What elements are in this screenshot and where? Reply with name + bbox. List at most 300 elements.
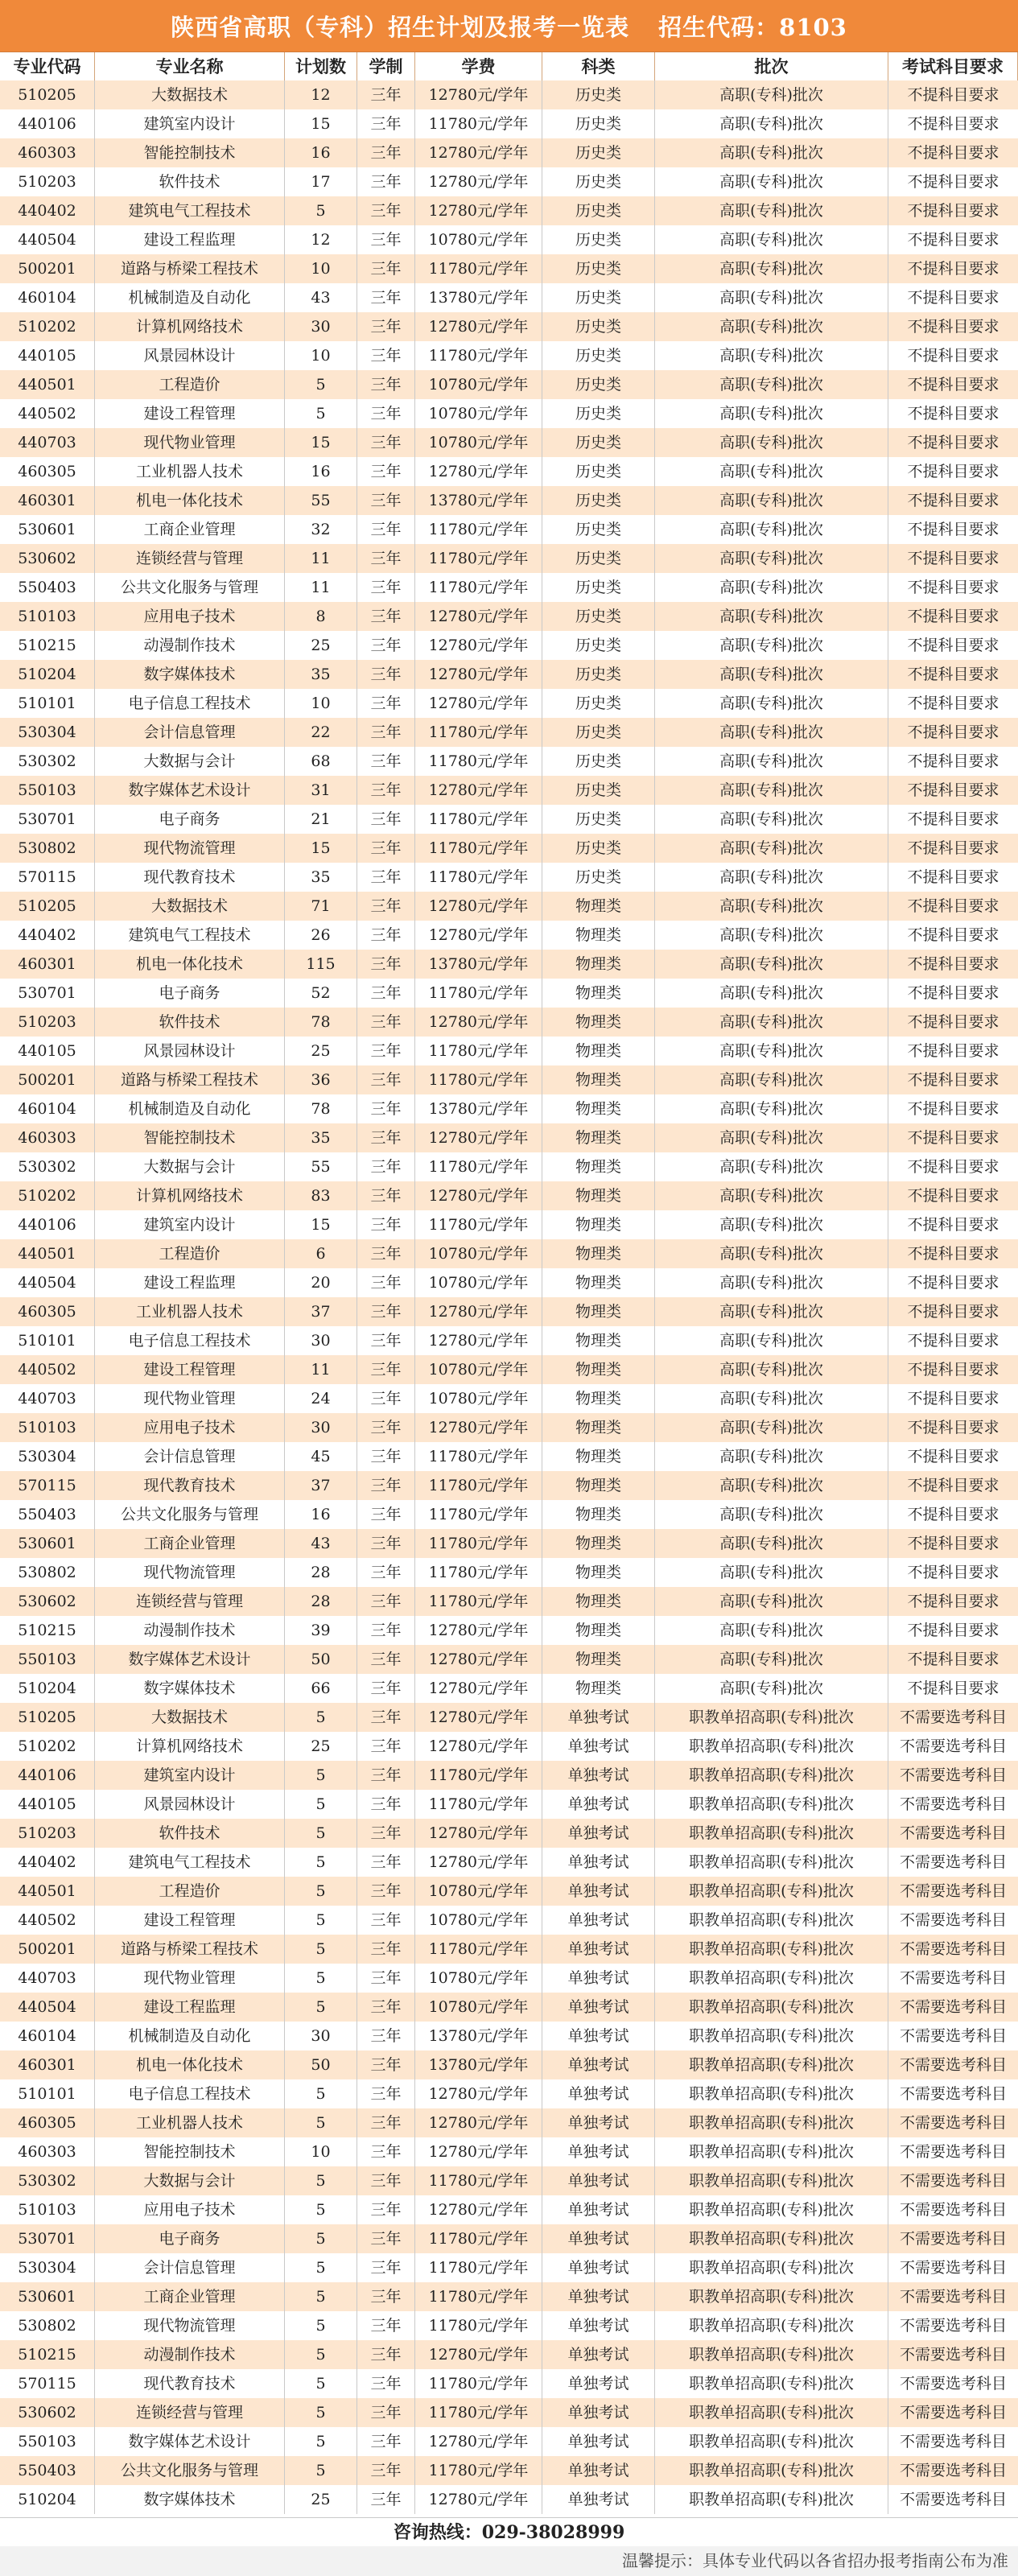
cell-subject-requirement: 不需要选考科目 xyxy=(899,1998,1007,2016)
cell-plan-count: 37 xyxy=(285,1471,357,1500)
cell-duration: 三年 xyxy=(357,1993,415,2022)
cell-duration: 三年 xyxy=(357,2485,415,2514)
cell-major-code: 460104 xyxy=(0,1094,95,1123)
cell-tuition: 12780元/学年 xyxy=(415,1413,542,1442)
cell-subject-requirement: 不需要选考科目 xyxy=(899,2114,1007,2132)
cell-subject-requirement: 不提科目要求 xyxy=(907,1622,999,1639)
cell-major-code: 460104 xyxy=(0,283,95,312)
footer-note: 温馨提示：具体专业代码以各省招办报考指南公布为准 xyxy=(0,2546,1018,2576)
cell-subject-requirement: 不提科目要求 xyxy=(907,781,999,799)
cell-category: 物理类 xyxy=(542,979,655,1008)
cell-tuition: 11780元/学年 xyxy=(415,1558,542,1587)
cell-subject-requirement: 不需要选考科目 xyxy=(899,2433,1007,2450)
cell-category: 历史类 xyxy=(542,312,655,341)
cell-tuition: 11780元/学年 xyxy=(415,254,542,283)
cell-major-code: 510204 xyxy=(0,1674,95,1703)
cell-major-code: 550103 xyxy=(0,1645,95,1674)
cell-major-code: 510203 xyxy=(0,1819,95,1848)
cell-plan-count: 55 xyxy=(285,486,357,515)
cell-batch: 职教单招高职(专科)批次 xyxy=(655,2224,888,2253)
cell-batch: 高职(专科)批次 xyxy=(655,1645,888,1674)
cell-plan-count: 5 xyxy=(285,2195,357,2224)
cell-major-code: 530802 xyxy=(0,2311,95,2340)
cell-subject-requirement: 不提科目要求 xyxy=(907,1651,999,1668)
cell-plan-count: 5 xyxy=(285,2224,357,2253)
cell-category: 单独考试 xyxy=(542,2050,655,2079)
cell-batch: 高职(专科)批次 xyxy=(655,1239,888,1268)
cell-plan-count: 10 xyxy=(285,341,357,370)
table-row xyxy=(0,2485,1018,2514)
cell-tuition: 10780元/学年 xyxy=(415,370,542,399)
cell-subject-requirement: 不提科目要求 xyxy=(907,86,999,104)
table-row xyxy=(0,544,1018,573)
cell-category: 单独考试 xyxy=(542,2282,655,2311)
cell-major-code: 530602 xyxy=(0,544,95,573)
cell-category: 物理类 xyxy=(542,1037,655,1065)
cell-duration: 三年 xyxy=(357,1037,415,1065)
cell-duration: 三年 xyxy=(357,573,415,602)
cell-category: 单独考试 xyxy=(542,2224,655,2253)
cell-tuition: 11780元/学年 xyxy=(415,747,542,776)
cell-plan-count: 15 xyxy=(285,109,357,138)
cell-major-code: 440402 xyxy=(0,921,95,950)
table-body xyxy=(0,80,1018,2514)
cell-major-name: 数字媒体艺术设计 xyxy=(95,776,285,805)
cell-major-name: 软件技术 xyxy=(95,1008,285,1037)
cell-subject-requirement: 不需要选考科目 xyxy=(899,2085,1007,2103)
cell-major-code: 460303 xyxy=(0,138,95,167)
cell-duration: 三年 xyxy=(357,283,415,312)
cell-subject-requirement: 不提科目要求 xyxy=(907,839,999,857)
table-row xyxy=(0,254,1018,283)
cell-major-code: 440504 xyxy=(0,225,95,254)
table-row xyxy=(0,1413,1018,1442)
table-row xyxy=(0,2224,1018,2253)
cell-tuition: 11780元/学年 xyxy=(415,2253,542,2282)
cell-major-name: 工程造价 xyxy=(95,1239,285,1268)
cell-batch: 高职(专科)批次 xyxy=(655,428,888,457)
cell-tuition: 12780元/学年 xyxy=(415,602,542,631)
cell-major-name: 机械制造及自动化 xyxy=(95,2022,285,2050)
cell-duration: 三年 xyxy=(357,718,415,747)
cell-duration: 三年 xyxy=(357,921,415,950)
cell-tuition: 12780元/学年 xyxy=(415,2485,542,2514)
cell-plan-count: 35 xyxy=(285,1123,357,1152)
cell-tuition: 10780元/学年 xyxy=(415,1239,542,1268)
cell-category: 物理类 xyxy=(542,921,655,950)
table-row xyxy=(0,2253,1018,2282)
cell-subject-requirement: 不需要选考科目 xyxy=(899,2230,1007,2248)
cell-major-code: 440501 xyxy=(0,1239,95,1268)
cell-batch: 职教单招高职(专科)批次 xyxy=(655,2282,888,2311)
cell-plan-count: 55 xyxy=(285,1152,357,1181)
header-major-code: 专业代码 xyxy=(0,52,95,81)
cell-batch: 高职(专科)批次 xyxy=(655,631,888,660)
cell-tuition: 10780元/学年 xyxy=(415,1355,542,1384)
cell-major-name: 工程造价 xyxy=(95,1877,285,1906)
table-row xyxy=(0,1037,1018,1065)
cell-duration: 三年 xyxy=(357,1558,415,1587)
cell-plan-count: 15 xyxy=(285,428,357,457)
cell-tuition: 10780元/学年 xyxy=(415,225,542,254)
cell-category: 历史类 xyxy=(542,167,655,196)
cell-major-code: 530701 xyxy=(0,979,95,1008)
cell-tuition: 12780元/学年 xyxy=(415,1008,542,1037)
cell-batch: 高职(专科)批次 xyxy=(655,1500,888,1529)
cell-subject-requirement: 不需要选考科目 xyxy=(899,2027,1007,2045)
cell-batch: 高职(专科)批次 xyxy=(655,1674,888,1703)
cell-plan-count: 17 xyxy=(285,167,357,196)
cell-subject-requirement: 不需要选考科目 xyxy=(899,2346,1007,2364)
enrollment-code: 招生代码：8103 xyxy=(658,13,847,41)
cell-plan-count: 66 xyxy=(285,1674,357,1703)
cell-major-code: 570115 xyxy=(0,863,95,892)
cell-batch: 高职(专科)批次 xyxy=(655,457,888,486)
cell-major-code: 460104 xyxy=(0,2022,95,2050)
cell-major-name: 大数据与会计 xyxy=(95,1152,285,1181)
cell-category: 单独考试 xyxy=(542,1993,655,2022)
cell-major-code: 530601 xyxy=(0,515,95,544)
cell-batch: 高职(专科)批次 xyxy=(655,1355,888,1384)
table-row xyxy=(0,1790,1018,1819)
cell-plan-count: 39 xyxy=(285,1616,357,1645)
cell-major-name: 建筑室内设计 xyxy=(95,1210,285,1239)
cell-tuition: 12780元/学年 xyxy=(415,1732,542,1761)
cell-plan-count: 35 xyxy=(285,660,357,689)
cell-major-code: 460305 xyxy=(0,2108,95,2137)
cell-subject-requirement: 不需要选考科目 xyxy=(899,1766,1007,1784)
cell-tuition: 12780元/学年 xyxy=(415,167,542,196)
cell-tuition: 12780元/学年 xyxy=(415,1326,542,1355)
cell-major-name: 建设工程管理 xyxy=(95,1906,285,1935)
cell-plan-count: 68 xyxy=(285,747,357,776)
cell-major-code: 460303 xyxy=(0,2137,95,2166)
cell-category: 历史类 xyxy=(542,834,655,863)
cell-plan-count: 30 xyxy=(285,1413,357,1442)
table-row xyxy=(0,1993,1018,2022)
table-row xyxy=(0,689,1018,718)
cell-plan-count: 22 xyxy=(285,718,357,747)
cell-plan-count: 12 xyxy=(285,225,357,254)
cell-tuition: 11780元/学年 xyxy=(415,1065,542,1094)
cell-plan-count: 83 xyxy=(285,1181,357,1210)
cell-plan-count: 5 xyxy=(285,2079,357,2108)
cell-plan-count: 5 xyxy=(285,1761,357,1790)
cell-major-name: 工商企业管理 xyxy=(95,2282,285,2311)
cell-category: 单独考试 xyxy=(542,2022,655,2050)
cell-duration: 三年 xyxy=(357,341,415,370)
cell-subject-requirement: 不需要选考科目 xyxy=(899,2056,1007,2074)
cell-major-name: 数字媒体艺术设计 xyxy=(95,1645,285,1674)
cell-batch: 高职(专科)批次 xyxy=(655,1326,888,1355)
cell-tuition: 11780元/学年 xyxy=(415,718,542,747)
cell-duration: 三年 xyxy=(357,1239,415,1268)
cell-major-name: 数字媒体技术 xyxy=(95,1674,285,1703)
table-row xyxy=(0,2427,1018,2456)
cell-category: 历史类 xyxy=(542,718,655,747)
cell-batch: 职教单招高职(专科)批次 xyxy=(655,1906,888,1935)
cell-duration: 三年 xyxy=(357,1065,415,1094)
cell-plan-count: 5 xyxy=(285,2398,357,2427)
cell-plan-count: 15 xyxy=(285,834,357,863)
cell-subject-requirement: 不提科目要求 xyxy=(907,1419,999,1436)
cell-plan-count: 25 xyxy=(285,2485,357,2514)
cell-category: 单独考试 xyxy=(542,2427,655,2456)
cell-subject-requirement: 不提科目要求 xyxy=(907,1158,999,1176)
cell-batch: 高职(专科)批次 xyxy=(655,689,888,718)
cell-plan-count: 5 xyxy=(285,1819,357,1848)
cell-major-name: 工商企业管理 xyxy=(95,515,285,544)
cell-plan-count: 5 xyxy=(285,1703,357,1732)
cell-major-name: 电子信息工程技术 xyxy=(95,1326,285,1355)
cell-subject-requirement: 不提科目要求 xyxy=(907,405,999,422)
table-row xyxy=(0,1529,1018,1558)
cell-duration: 三年 xyxy=(357,486,415,515)
cell-tuition: 13780元/学年 xyxy=(415,2050,542,2079)
cell-major-name: 电子信息工程技术 xyxy=(95,2079,285,2108)
cell-batch: 职教单招高职(专科)批次 xyxy=(655,2079,888,2108)
cell-tuition: 10780元/学年 xyxy=(415,1384,542,1413)
cell-category: 物理类 xyxy=(542,1442,655,1471)
cell-plan-count: 26 xyxy=(285,921,357,950)
cell-duration: 三年 xyxy=(357,254,415,283)
cell-tuition: 11780元/学年 xyxy=(415,2224,542,2253)
table-row xyxy=(0,399,1018,428)
cell-major-name: 风景园林设计 xyxy=(95,1790,285,1819)
cell-subject-requirement: 不提科目要求 xyxy=(907,1187,999,1205)
cell-category: 物理类 xyxy=(542,1152,655,1181)
cell-plan-count: 50 xyxy=(285,1645,357,1674)
cell-plan-count: 10 xyxy=(285,254,357,283)
cell-category: 物理类 xyxy=(542,1268,655,1297)
table-row xyxy=(0,283,1018,312)
cell-subject-requirement: 不提科目要求 xyxy=(907,289,999,307)
cell-category: 历史类 xyxy=(542,544,655,573)
cell-duration: 三年 xyxy=(357,2108,415,2137)
cell-duration: 三年 xyxy=(357,544,415,573)
cell-major-code: 500201 xyxy=(0,1065,95,1094)
table-row xyxy=(0,2137,1018,2166)
table-row xyxy=(0,1384,1018,1413)
table-row xyxy=(0,515,1018,544)
cell-major-code: 510103 xyxy=(0,602,95,631)
cell-tuition: 10780元/学年 xyxy=(415,1964,542,1993)
cell-category: 历史类 xyxy=(542,515,655,544)
cell-batch: 高职(专科)批次 xyxy=(655,486,888,515)
table-row xyxy=(0,225,1018,254)
cell-major-code: 440106 xyxy=(0,1210,95,1239)
table-row xyxy=(0,747,1018,776)
page-title: 陕西省高职（专科）招生计划及报考一览表 xyxy=(171,13,630,41)
table-row xyxy=(0,1471,1018,1500)
cell-category: 单独考试 xyxy=(542,2398,655,2427)
cell-plan-count: 5 xyxy=(285,370,357,399)
cell-subject-requirement: 不需要选考科目 xyxy=(899,1708,1007,1726)
table-row xyxy=(0,834,1018,863)
cell-tuition: 10780元/学年 xyxy=(415,428,542,457)
table-row xyxy=(0,1239,1018,1268)
table-row xyxy=(0,1008,1018,1037)
cell-tuition: 12780元/学年 xyxy=(415,631,542,660)
cell-major-name: 现代物业管理 xyxy=(95,1384,285,1413)
cell-plan-count: 5 xyxy=(285,1935,357,1964)
cell-duration: 三年 xyxy=(357,950,415,979)
table-row xyxy=(0,2079,1018,2108)
cell-tuition: 13780元/学年 xyxy=(415,486,542,515)
cell-major-name: 现代教育技术 xyxy=(95,1471,285,1500)
table-row xyxy=(0,1732,1018,1761)
cell-subject-requirement: 不需要选考科目 xyxy=(899,1853,1007,1871)
cell-major-code: 440703 xyxy=(0,1964,95,1993)
cell-batch: 职教单招高职(专科)批次 xyxy=(655,1935,888,1964)
cell-tuition: 12780元/学年 xyxy=(415,689,542,718)
cell-batch: 职教单招高职(专科)批次 xyxy=(655,1877,888,1906)
cell-duration: 三年 xyxy=(357,1819,415,1848)
cell-subject-requirement: 不提科目要求 xyxy=(907,1042,999,1060)
cell-major-code: 570115 xyxy=(0,2369,95,2398)
cell-subject-requirement: 不提科目要求 xyxy=(907,521,999,538)
cell-tuition: 10780元/学年 xyxy=(415,1906,542,1935)
cell-batch: 高职(专科)批次 xyxy=(655,1008,888,1037)
cell-duration: 三年 xyxy=(357,196,415,225)
cell-plan-count: 78 xyxy=(285,1094,357,1123)
cell-duration: 三年 xyxy=(357,1181,415,1210)
cell-category: 历史类 xyxy=(542,254,655,283)
table-row xyxy=(0,1616,1018,1645)
cell-batch: 高职(专科)批次 xyxy=(655,1558,888,1587)
cell-plan-count: 25 xyxy=(285,1037,357,1065)
cell-category: 历史类 xyxy=(542,863,655,892)
cell-tuition: 11780元/学年 xyxy=(415,2282,542,2311)
cell-major-name: 道路与桥梁工程技术 xyxy=(95,1065,285,1094)
cell-plan-count: 25 xyxy=(285,631,357,660)
cell-subject-requirement: 不提科目要求 xyxy=(907,1216,999,1234)
cell-tuition: 13780元/学年 xyxy=(415,283,542,312)
cell-tuition: 11780元/学年 xyxy=(415,1935,542,1964)
cell-tuition: 12780元/学年 xyxy=(415,2137,542,2166)
table-row xyxy=(0,1906,1018,1935)
cell-major-code: 530601 xyxy=(0,1529,95,1558)
cell-subject-requirement: 不提科目要求 xyxy=(907,868,999,886)
cell-major-code: 510203 xyxy=(0,1008,95,1037)
cell-subject-requirement: 不需要选考科目 xyxy=(899,2143,1007,2161)
cell-batch: 高职(专科)批次 xyxy=(655,921,888,950)
cell-category: 历史类 xyxy=(542,225,655,254)
cell-major-code: 510101 xyxy=(0,2079,95,2108)
table-row xyxy=(0,892,1018,921)
cell-subject-requirement: 不提科目要求 xyxy=(907,318,999,336)
cell-subject-requirement: 不提科目要求 xyxy=(907,1013,999,1031)
cell-tuition: 12780元/学年 xyxy=(415,1819,542,1848)
cell-major-code: 510103 xyxy=(0,1413,95,1442)
cell-category: 单独考试 xyxy=(542,2485,655,2514)
cell-category: 物理类 xyxy=(542,1616,655,1645)
table-row xyxy=(0,921,1018,950)
cell-category: 物理类 xyxy=(542,1094,655,1123)
cell-batch: 职教单招高职(专科)批次 xyxy=(655,2108,888,2137)
cell-category: 单独考试 xyxy=(542,1790,655,1819)
cell-subject-requirement: 不提科目要求 xyxy=(907,752,999,770)
cell-category: 物理类 xyxy=(542,1181,655,1210)
cell-category: 历史类 xyxy=(542,457,655,486)
cell-plan-count: 5 xyxy=(285,2282,357,2311)
cell-category: 单独考试 xyxy=(542,2166,655,2195)
cell-major-name: 应用电子技术 xyxy=(95,2195,285,2224)
cell-batch: 高职(专科)批次 xyxy=(655,1471,888,1500)
header-subject-requirement: 考试科目要求 xyxy=(888,52,1018,81)
cell-major-name: 公共文化服务与管理 xyxy=(95,573,285,602)
cell-subject-requirement: 不提科目要求 xyxy=(907,926,999,944)
cell-plan-count: 32 xyxy=(285,515,357,544)
cell-duration: 三年 xyxy=(357,776,415,805)
cell-category: 单独考试 xyxy=(542,1964,655,1993)
cell-major-name: 建设工程监理 xyxy=(95,1268,285,1297)
cell-subject-requirement: 不需要选考科目 xyxy=(899,1911,1007,1929)
cell-tuition: 12780元/学年 xyxy=(415,1297,542,1326)
cell-duration: 三年 xyxy=(357,2079,415,2108)
table-row xyxy=(0,370,1018,399)
cell-major-name: 建筑室内设计 xyxy=(95,1761,285,1790)
cell-subject-requirement: 不提科目要求 xyxy=(907,1071,999,1089)
table-row xyxy=(0,2050,1018,2079)
cell-batch: 高职(专科)批次 xyxy=(655,1384,888,1413)
cell-major-name: 电子商务 xyxy=(95,2224,285,2253)
cell-major-code: 440105 xyxy=(0,341,95,370)
table-row xyxy=(0,1268,1018,1297)
cell-subject-requirement: 不提科目要求 xyxy=(907,1535,999,1552)
cell-major-name: 软件技术 xyxy=(95,167,285,196)
cell-category: 物理类 xyxy=(542,1529,655,1558)
cell-subject-requirement: 不提科目要求 xyxy=(907,579,999,596)
cell-category: 单独考试 xyxy=(542,2137,655,2166)
table-row xyxy=(0,196,1018,225)
cell-duration: 三年 xyxy=(357,1587,415,1616)
cell-major-code: 440106 xyxy=(0,109,95,138)
cell-plan-count: 43 xyxy=(285,283,357,312)
table-row xyxy=(0,2398,1018,2427)
cell-tuition: 11780元/学年 xyxy=(415,2398,542,2427)
table-row xyxy=(0,2369,1018,2398)
cell-plan-count: 12 xyxy=(285,80,357,109)
cell-major-code: 550103 xyxy=(0,776,95,805)
cell-plan-count: 11 xyxy=(285,573,357,602)
cell-major-name: 公共文化服务与管理 xyxy=(95,1500,285,1529)
cell-major-code: 530602 xyxy=(0,2398,95,2427)
cell-subject-requirement: 不需要选考科目 xyxy=(899,1969,1007,1987)
cell-batch: 高职(专科)批次 xyxy=(655,225,888,254)
cell-duration: 三年 xyxy=(357,1761,415,1790)
cell-category: 单独考试 xyxy=(542,1848,655,1877)
cell-category: 单独考试 xyxy=(542,1877,655,1906)
cell-batch: 高职(专科)批次 xyxy=(655,805,888,834)
cell-major-name: 道路与桥梁工程技术 xyxy=(95,254,285,283)
cell-duration: 三年 xyxy=(357,689,415,718)
cell-major-code: 550103 xyxy=(0,2427,95,2456)
cell-major-code: 530304 xyxy=(0,2253,95,2282)
cell-category: 历史类 xyxy=(542,196,655,225)
cell-major-name: 道路与桥梁工程技术 xyxy=(95,1935,285,1964)
cell-category: 历史类 xyxy=(542,660,655,689)
cell-duration: 三年 xyxy=(357,1384,415,1413)
cell-plan-count: 30 xyxy=(285,312,357,341)
cell-plan-count: 25 xyxy=(285,1732,357,1761)
cell-tuition: 12780元/学年 xyxy=(415,892,542,921)
cell-major-name: 连锁经营与管理 xyxy=(95,544,285,573)
cell-major-code: 530802 xyxy=(0,1558,95,1587)
cell-batch: 职教单招高职(专科)批次 xyxy=(655,1964,888,1993)
cell-major-name: 应用电子技术 xyxy=(95,1413,285,1442)
cell-batch: 高职(专科)批次 xyxy=(655,834,888,863)
